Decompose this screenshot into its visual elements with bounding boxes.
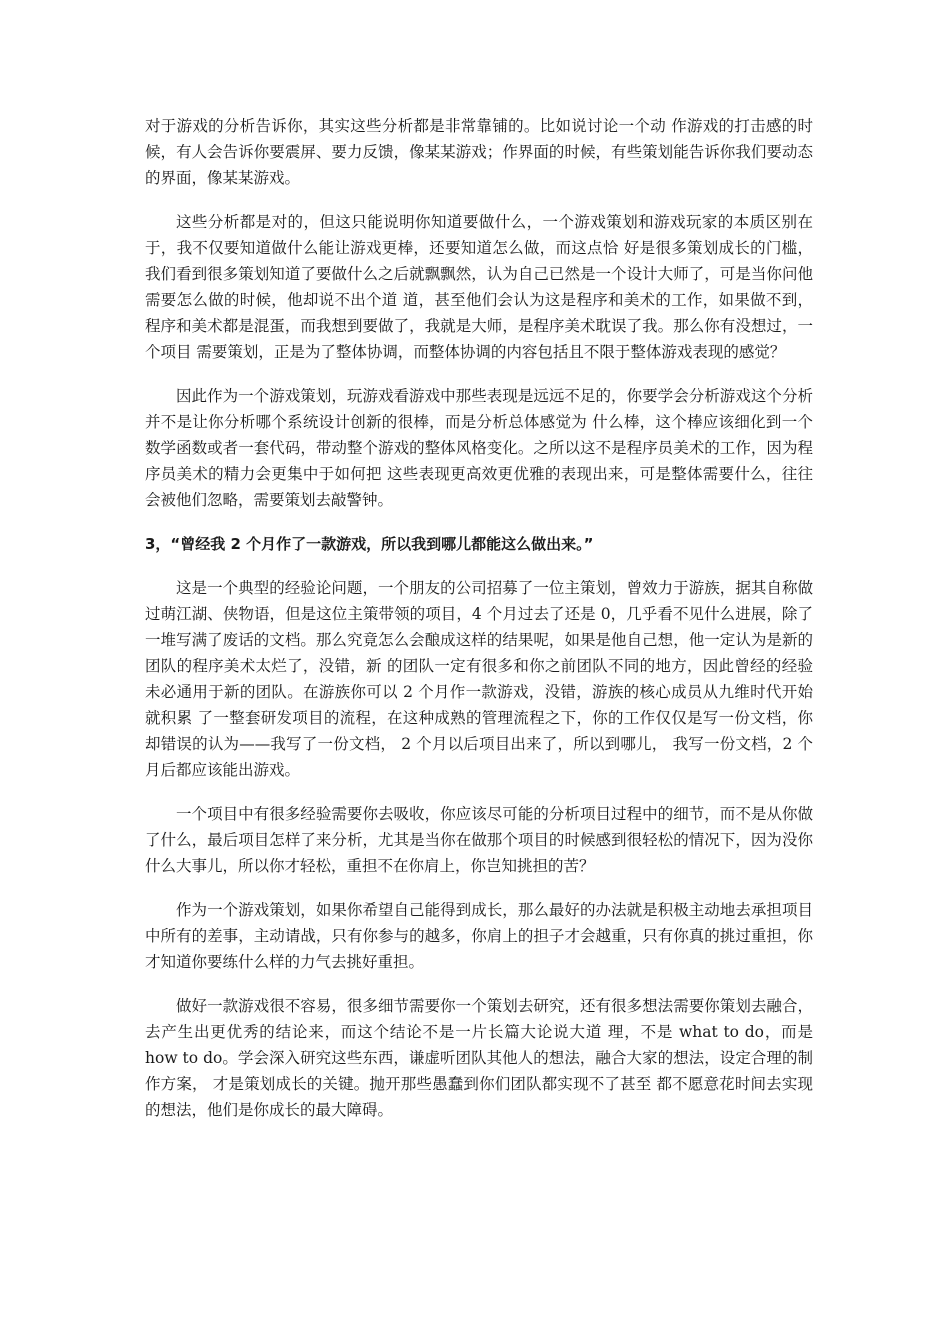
paragraph-absorb-experience: 一个项目中有很多经验需要你去吸收，你应该尽可能的分析项目过程中的细节，而不是从你做了什么，最后项目怎样了来分析，尤其是当你在做那个项目的时候感到很轻松的情况下，因为没你什么大事儿，所以你才轻松，重担不在你肩上，你岂知挑担的苦？ bbox=[145, 805, 813, 875]
paragraph-knowing-how: 这些分析都是对的，但这只能说明你知道要做什么，一个游戏策划和游戏玩家的本质区别在于，我不仅要知道做什么能让游戏更棒，还要知道怎么做，而这点恰 好是很多策划成长的门槛，我们看到很多策划知道了要做什么之后就飘飘然，认为自己已然是一个设计大师了，可是当你问他需要怎么做的时候，他却说不出个道 道，甚至他们会认为这是程序和美术的工作，如果做不到，程序和美术都是混蛋，而我想到要做了，我就是大师，是程序美术耽误了我。那么你有没想过，一个项目 需要策划，正是为了整体协调，而整体协调的内容包括且不限于整体游戏表现的感觉？ bbox=[145, 213, 813, 361]
paragraph-analysis-intro: 对于游戏的分析告诉你，其实这些分析都是非常靠铺的。比如说讨论一个动 作游戏的打击感的时候，有人会告诉你要震屏、要力反馈，像某某游戏；作界面的时候，有些策划能告诉你我们要动态的界面，像某某游戏。 bbox=[145, 117, 813, 187]
paragraph-experience-fallacy: 这是一个典型的经验论问题，一个朋友的公司招募了一位主策划，曾效力于游族，据其自称做过萌江湖、侠物语，但是这位主策带领的项目，4 个月过去了还是 0，几乎看不见什么进展，除了一堆写满了废话的文档。那么究竟怎么会酿成这样的结果呢，如果是他自己想，他一定认为是新的团队的程序美术太烂了，没错，新 的团队一定有很多和你之前团队不同的地方，因此曾经的经验未必通用于新的团队。在游族你可以 2 个月作一款游戏，没错，游族的核心成员从九维时代开始就积累 了一整套研发项目的流程，在这种成熟的管理流程之下，你的工作仅仅是写一份文档，你却错误的认为——我写了一份文档， 2 个月以后项目出来了，所以到哪儿， 我写一份文档，2 个月后都应该能出游戏。 bbox=[145, 579, 813, 779]
section-heading-3: 3，“曾经我 2 个月作了一款游戏，所以我到哪儿都能这么做出来。” bbox=[145, 535, 594, 553]
paragraph-take-responsibility: 作为一个游戏策划，如果你希望自己能得到成长，那么最好的办法就是积极主动地去承担项目中所有的差事，主动请战，只有你参与的越多，你肩上的担子才会越重，只有你真的挑过重担，你才知道你要练什么样的力气去挑好重担。 bbox=[145, 901, 813, 971]
document-body bbox=[145, 113, 813, 1141]
paragraph-how-to-do: 做好一款游戏很不容易，很多细节需要你一个策划去研究，还有很多想法需要你策划去融合，去产生出更优秀的结论来，而这个结论不是一片长篇大论说大道 理，不是 what to do，而是 how to do。学会深入研究这些东西，谦虚听团队其他人的想法，融合大家的想法，设定合理的制作方案， 才是策划成长的关键。抛开那些愚蠢到你们团队都实现不了甚至 都不愿意花时间去实现的想法，他们是你成长的最大障碍。 bbox=[145, 997, 813, 1119]
paragraph-analyze-games: 因此作为一个游戏策划，玩游戏看游戏中那些表现是远远不足的，你要学会分析游戏这个分析并不是让你分析哪个系统设计创新的很棒，而是分析总体感觉为 什么棒，这个棒应该细化到一个数学函数或者一套代码，带动整个游戏的整体风格变化。之所以这不是程序员美术的工作，因为程序员美术的精力会更集中于如何把 这些表现更高效更优雅的表现出来，可是整体需要什么，往往会被他们忽略，需要策划去敲警钟。 bbox=[145, 387, 813, 509]
